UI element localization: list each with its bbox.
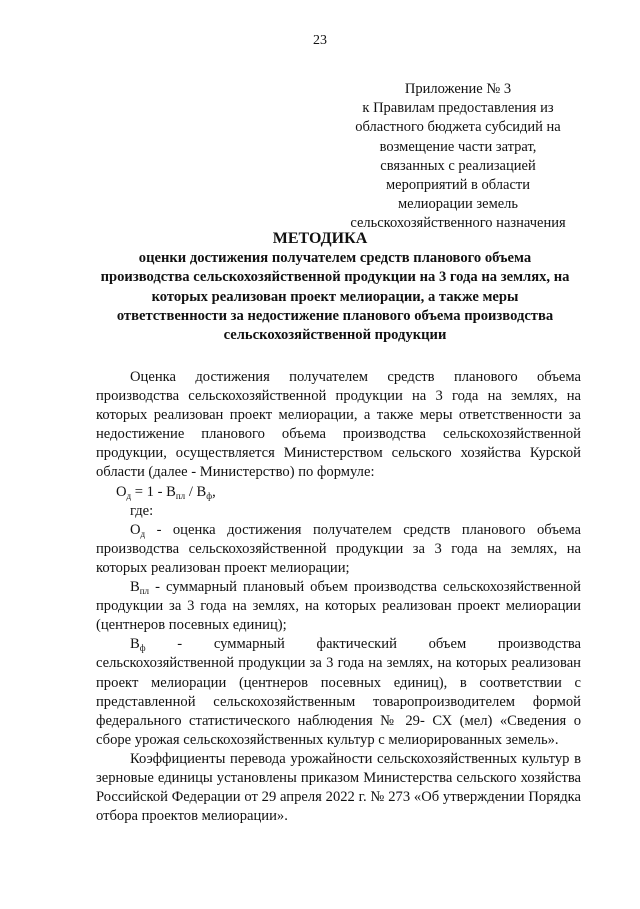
appendix-line: сельскохозяйственного назначения bbox=[350, 215, 566, 232]
document-subtitle bbox=[90, 249, 580, 345]
appendix-line: Приложение № 3 bbox=[404, 81, 512, 97]
subtitle-line: ответственности за недостижение планового объема производства bbox=[116, 307, 554, 324]
formula-end: , bbox=[212, 483, 216, 500]
definition-vf bbox=[96, 635, 581, 750]
subtitle-line: производства сельскохозяйственной продукции на 3 года на землях, на bbox=[100, 269, 570, 286]
definition-sub: пл bbox=[139, 586, 150, 597]
appendix-line: мелиорации земель bbox=[397, 196, 519, 213]
appendix-line: возмещение части затрат, bbox=[379, 138, 537, 155]
formula-vf-sub: ф bbox=[206, 490, 213, 501]
definition-symbol: О bbox=[130, 521, 141, 538]
page-number: 23 bbox=[313, 33, 327, 48]
definition-text: - оценка достижения получателем средств планового объема производства сельскохозяйственной продукции за 3 года на землях, на которых реализован проект мелиорации; bbox=[96, 521, 581, 576]
formula bbox=[96, 483, 581, 502]
appendix-line: мероприятий в области bbox=[386, 177, 530, 194]
definition-symbol: В bbox=[130, 579, 140, 596]
formula-middle: = 1 - В bbox=[131, 483, 176, 500]
closing-paragraph: Коэффициенты перевода урожайности сельскохозяйственных культур в зерновые единицы установлены приказом Министерства сельского хозяйства Российской Федерации от 29 апреля 2022 г. № 273 «Об утверждении Порядка отбора проектов мелиорации». bbox=[96, 750, 581, 825]
appendix-line: к Правилам предоставления из bbox=[362, 100, 554, 117]
definition-sub: ф bbox=[139, 643, 146, 654]
formula-slash: / В bbox=[185, 483, 207, 500]
appendix-line: связанных с реализацией bbox=[380, 157, 536, 174]
definition-symbol: В bbox=[130, 636, 140, 653]
document-title: МЕТОДИКА bbox=[272, 230, 368, 247]
definition-sub: д bbox=[140, 528, 146, 539]
formula-vpl-sub: пл bbox=[175, 490, 186, 501]
formula-od-sub: д bbox=[126, 490, 132, 501]
appendix-line: областного бюджета субсидий на bbox=[355, 119, 561, 136]
appendix-header bbox=[342, 80, 574, 234]
subtitle-line: сельскохозяйственной продукции bbox=[223, 327, 447, 344]
subtitle-line: которых реализован проект мелиорации, а также меры bbox=[151, 288, 519, 305]
definition-vpl bbox=[96, 578, 581, 635]
intro-paragraph: Оценка достижения получателем средств планового объема производства сельскохозяйственной продукции на 3 года на землях, на которых реализован проект мелиорации, а также меры ответственности за недостижение планового объема производства сельскохозяйственной продукции, осуществляется Министерством сельского хозяйства Курской области (далее - Министерство) по формуле: bbox=[96, 369, 581, 481]
definition-text: - суммарный плановый объем производства сельскохозяйственной продукции за 3 года на землях, на которых реализован проект мелиорации (центнеров посевных единиц); bbox=[96, 579, 581, 634]
where-label: где: bbox=[130, 502, 154, 519]
definition-text: - суммарный фактический объем производства сельскохозяйственной продукции за 3 года на землях, на которых реализован проект мелиорации (центнеров посевных единиц), в соответствии с представленной сельскохозяйственным товаропроизводителем формой федерального статистического наблюдения № 29- СХ (мел) «Сведения о сборе урожая сельскохозяйственных культур с мелиорированных земель». bbox=[96, 636, 581, 748]
subtitle-line: оценки достижения получателем средств планового объема bbox=[138, 250, 532, 266]
document-body bbox=[96, 368, 581, 826]
definition-od bbox=[96, 521, 581, 578]
formula-od: О bbox=[116, 483, 127, 500]
